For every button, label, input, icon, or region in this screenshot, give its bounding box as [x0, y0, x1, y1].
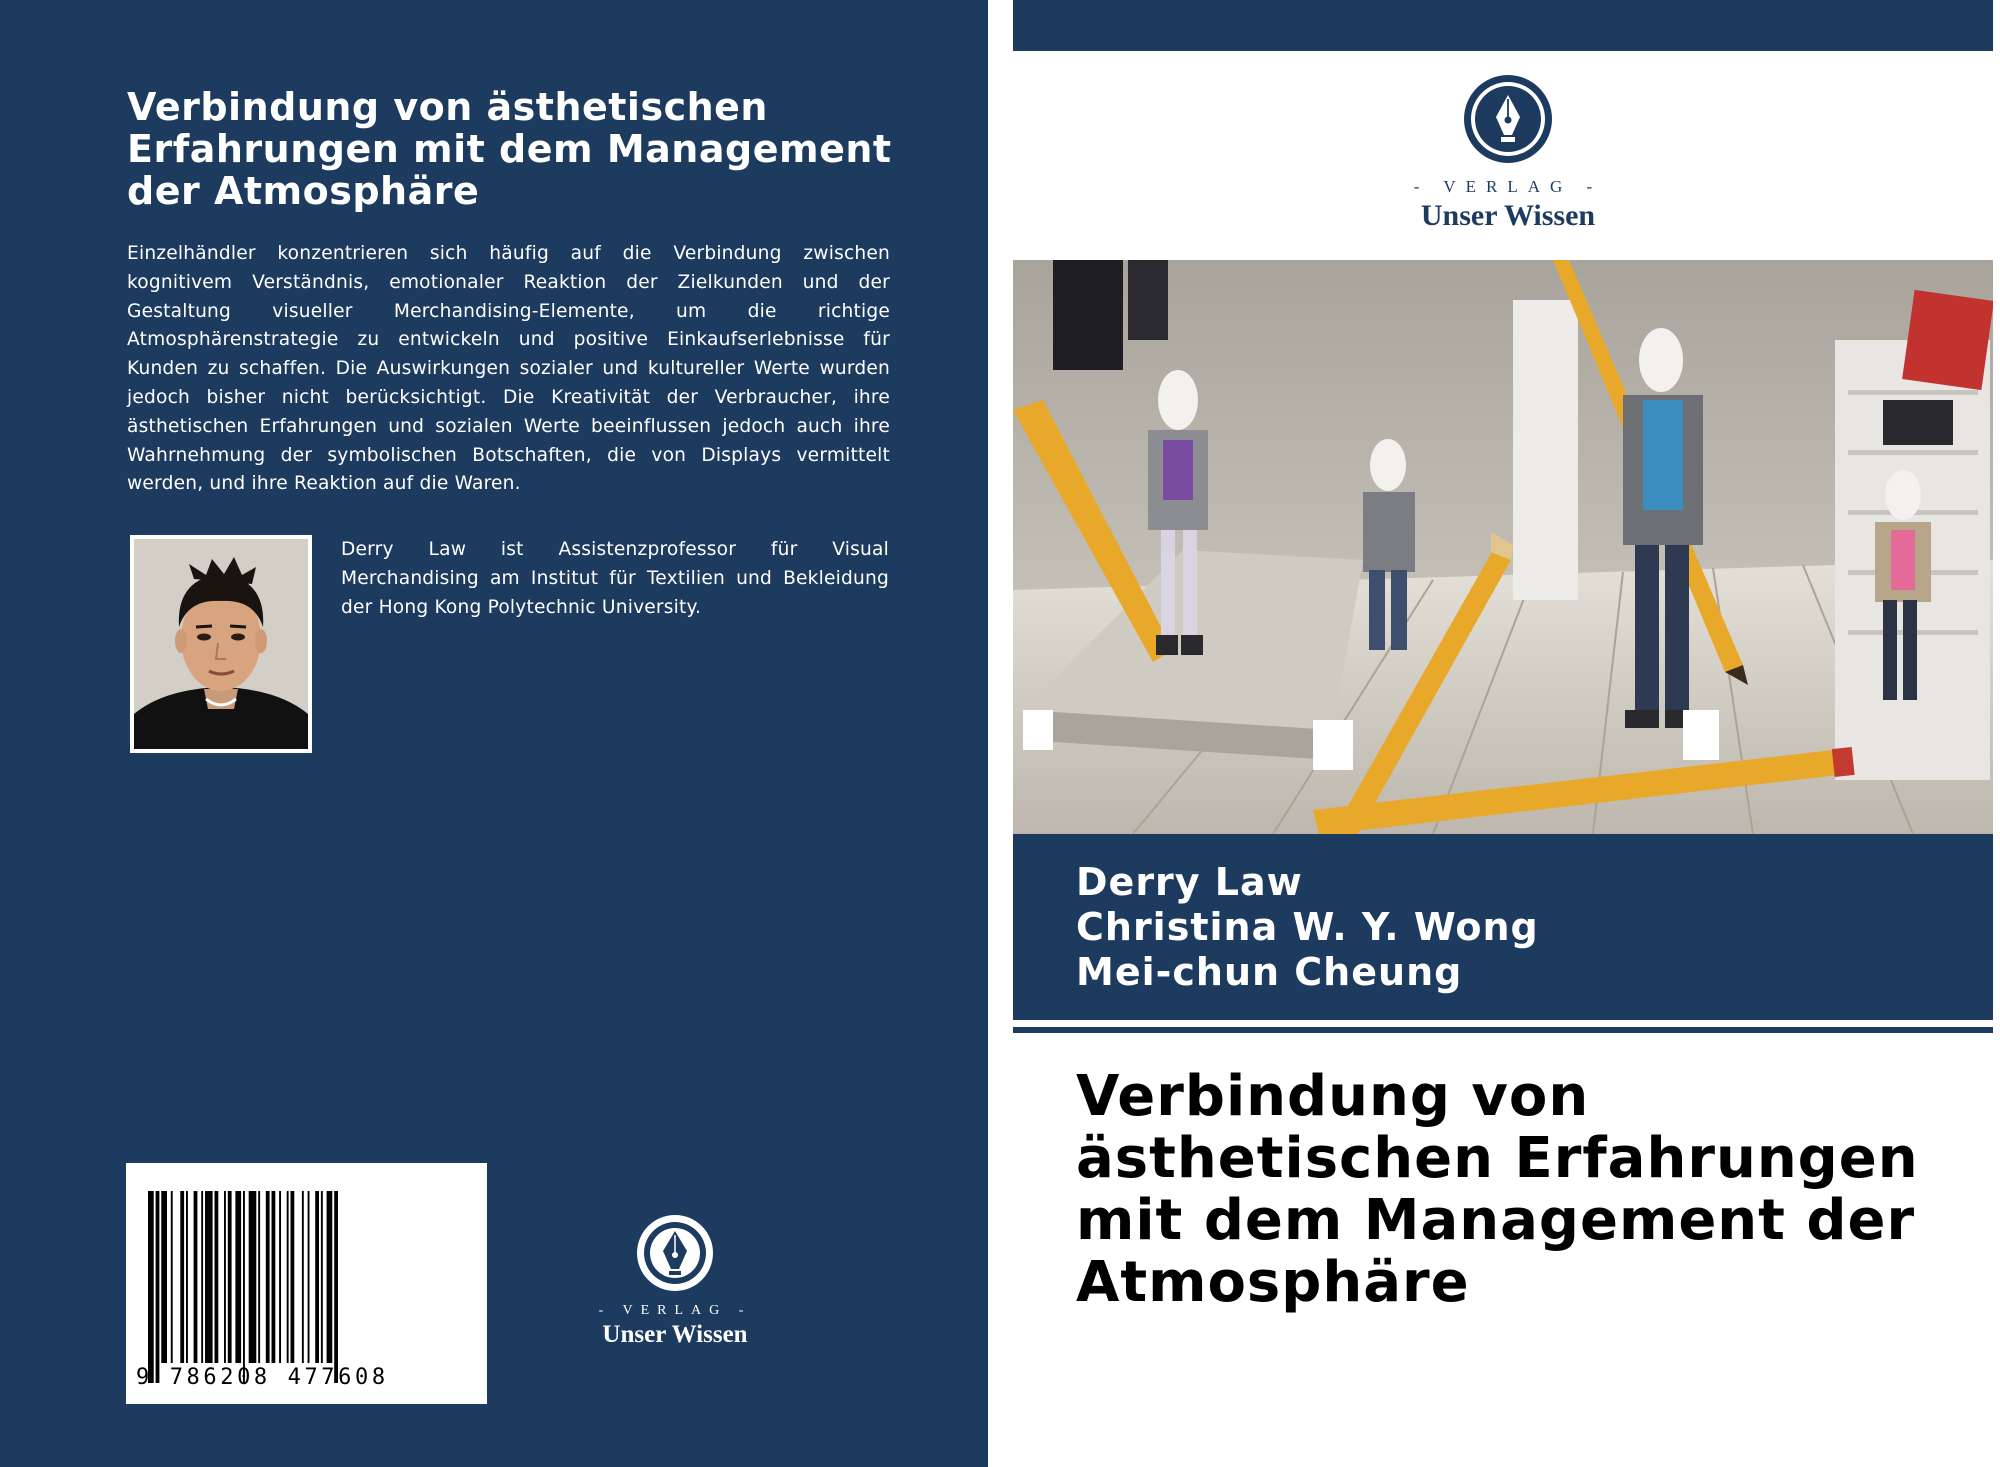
- front-cover-title: Verbindung von ästhetischen Erfahrungen mit dem Management der Atmosphäre: [1076, 1064, 1919, 1315]
- barcode-bar: [321, 1191, 323, 1363]
- front-publisher-logo: [1373, 73, 1643, 233]
- back-cover-abstract: Einzelhändler konzentrieren sich häufig auf die Verbindung zwischen kognitivem Verständnis, emotionaler Reaktion der Zielkunden und der Gestaltung visueller Merchandising-Elemente, um die richtige Atmosphärenstrategie zu entwickeln und positive Einkaufserlebnisse für Kunden zu schaffen. Die Auswirkungen sozialer und kultureller Werte wurden jedoch bisher nicht berücksichtigt. Die Kreativität der Verbraucher, ihre ästhetischen Erfahrungen und sozialen Werte beeinflussen jedoch auch ihre Wahrnehmung der symbolischen Botschaften, die von Displays vermittelt werden, und ihre Reaktion auf die Waren.: [127, 243, 890, 495]
- barcode-bar: [194, 1191, 198, 1363]
- barcode-bar: [180, 1191, 184, 1363]
- publisher-verlag-label: - VERLAG -: [1413, 177, 1603, 196]
- fountain-pen-nib-icon: [1462, 73, 1554, 165]
- publisher-name: Unser Wissen: [602, 1321, 748, 1348]
- barcode-bar: [258, 1191, 260, 1363]
- barcode-bar: [327, 1191, 333, 1363]
- isbn-digits: 9 786208 477608: [136, 1365, 389, 1390]
- barcode-bar: [315, 1191, 319, 1363]
- publisher-name: Unser Wissen: [1420, 199, 1596, 232]
- barcode-bar: [291, 1191, 295, 1363]
- publisher-verlag-label: - VERLAG -: [598, 1303, 752, 1318]
- barcode-bar: [171, 1191, 173, 1363]
- barcode-bar: [228, 1191, 232, 1363]
- front-divider-rule: [1013, 1027, 2000, 1033]
- cover-photo-mannequins: [1013, 260, 2000, 834]
- author-photo: [130, 535, 312, 753]
- barcode-bar: [279, 1191, 281, 1363]
- barcode-bar: [287, 1191, 289, 1363]
- front-top-bar: [1013, 0, 2000, 51]
- author-name: Mei-chun Cheung: [1076, 950, 1463, 994]
- barcode-bar: [205, 1191, 213, 1363]
- barcode-bar: [249, 1191, 257, 1363]
- barcode-bar: [148, 1191, 154, 1383]
- barcode-bar: [215, 1191, 219, 1363]
- barcode-bar: [224, 1191, 226, 1363]
- author-name: Christina W. Y. Wong: [1076, 905, 1539, 949]
- author-name: Derry Law: [1076, 860, 1303, 904]
- barcode-bar: [161, 1191, 167, 1363]
- barcode-bar: [266, 1191, 270, 1363]
- spine: [988, 0, 1013, 1467]
- barcode-bar: [186, 1191, 188, 1363]
- barcode-bar: [272, 1191, 276, 1363]
- barcode-bar: [156, 1191, 160, 1383]
- front-cover: [1013, 0, 2000, 1467]
- barcode-bar: [302, 1191, 304, 1363]
- isbn-barcode: [126, 1163, 487, 1404]
- fountain-pen-nib-icon: [635, 1213, 715, 1293]
- back-publisher-logo: [585, 1213, 765, 1349]
- author-bio: Derry Law ist Assistenzprofessor für Visual Merchandising am Institut für Textilien und Bekleidung der Hong Kong Polytechnic University.: [341, 539, 889, 618]
- back-cover-title: Verbindung von ästhetischen Erfahrungen mit dem Management der Atmosphäre: [127, 85, 892, 213]
- barcode-bar: [201, 1191, 203, 1363]
- barcode-bar: [334, 1191, 338, 1383]
- back-cover: [0, 0, 988, 1467]
- barcode-bar: [243, 1191, 245, 1383]
- authors-band: [1013, 834, 2000, 1020]
- barcode-bar: [235, 1191, 241, 1363]
- barcode-bar: [308, 1191, 310, 1363]
- right-edge: [1993, 0, 2000, 1467]
